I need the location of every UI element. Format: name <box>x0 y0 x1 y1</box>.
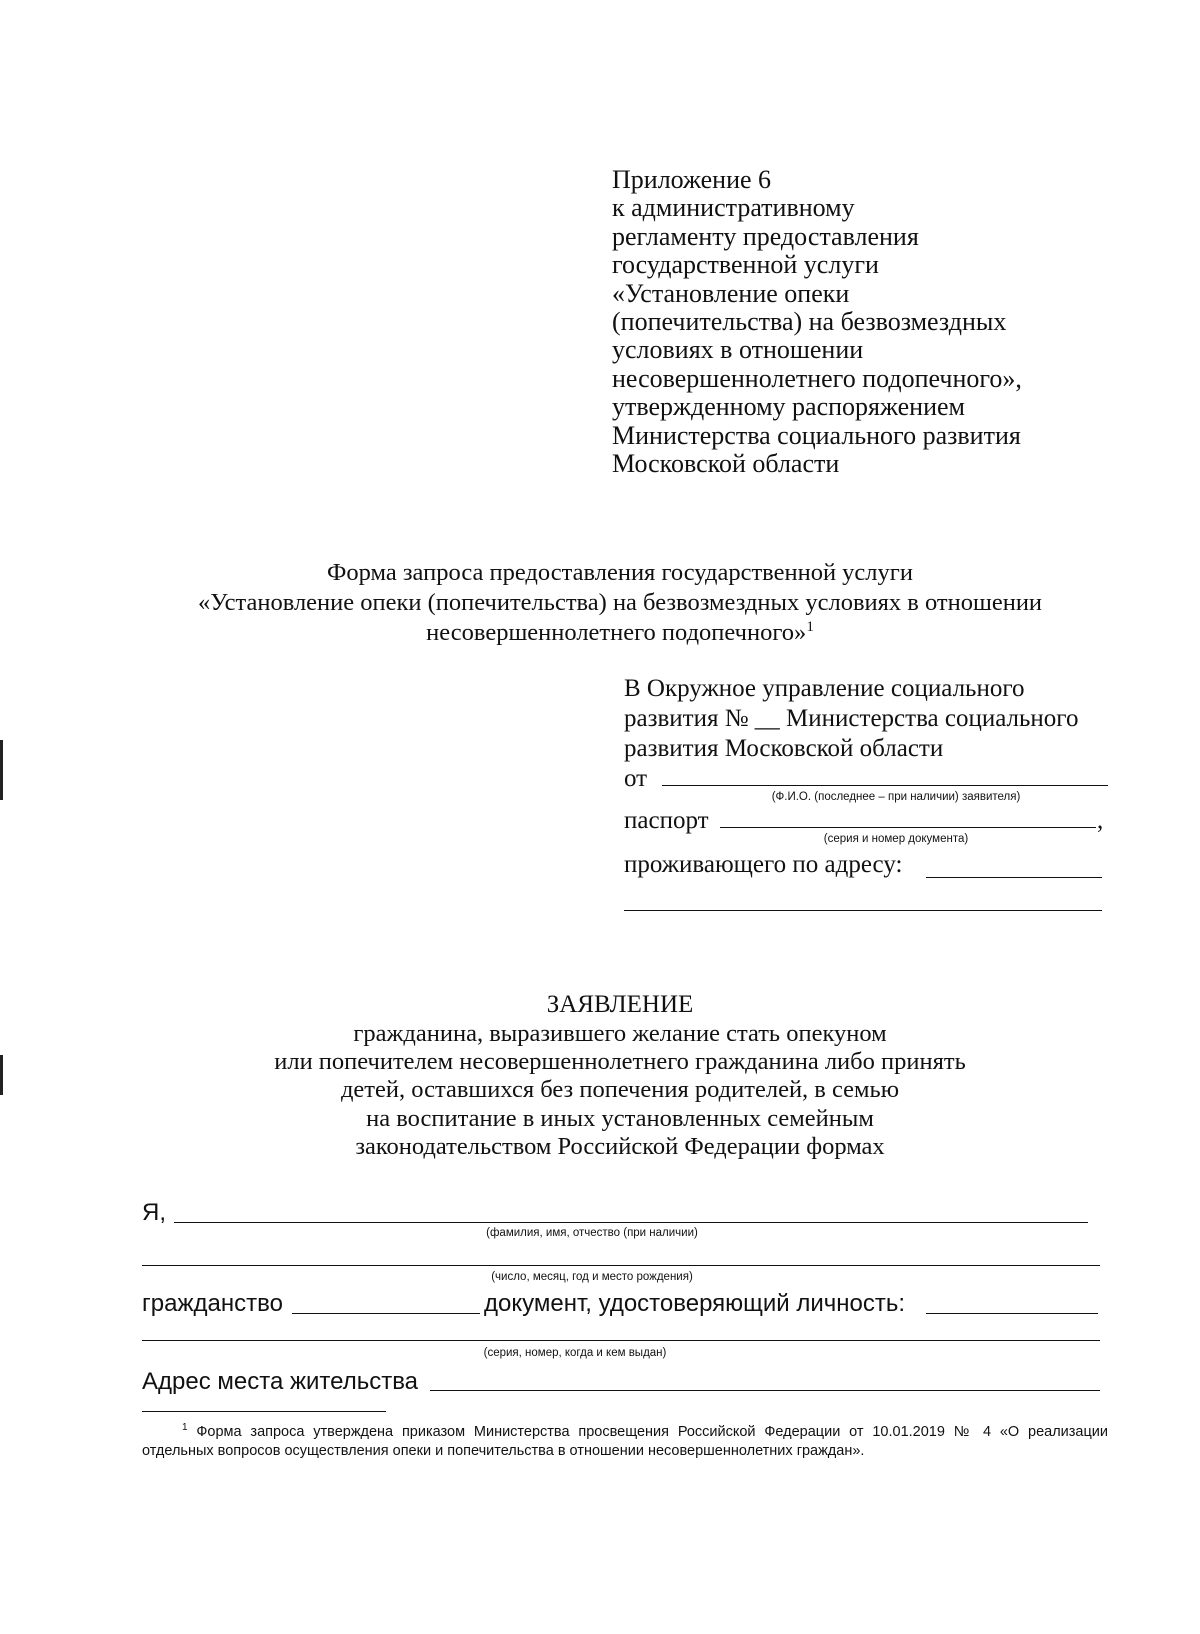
form-title-line: Форма запроса предоставления государственной услуги <box>327 559 913 586</box>
appendix-line: Приложение 6 <box>612 165 772 194</box>
appendix-line: (попечительства) на безвозмездных <box>612 307 1007 337</box>
statement-subtitle-line: или попечителем несовершеннолетнего гражданина либо принять <box>274 1048 966 1076</box>
statement-subtitle-line: детей, оставшихся без попечения родителей, в семью <box>340 1076 900 1104</box>
citizenship-label: гражданство <box>142 1290 283 1317</box>
id-document-field[interactable] <box>926 1313 1098 1314</box>
full-name-field[interactable] <box>174 1222 1088 1223</box>
appendix-line: несовершеннолетнего подопечного», <box>612 363 1022 393</box>
appendix-line: «Установление опеки <box>612 278 850 308</box>
residence-address-field[interactable] <box>430 1390 1100 1391</box>
appendix-line: утвержденному распоряжением <box>612 392 965 422</box>
full-name-hint: (фамилия, имя, отчество (при наличии) <box>486 1227 698 1239</box>
form-title-line: «Установление опеки (попечительства) на безвозмездных условиях в отношении <box>197 589 1043 616</box>
statement-subtitle-line: законодательством Российской Федерации формах <box>355 1132 885 1160</box>
passport-hint: (серия и номер документа) <box>823 833 969 845</box>
addressee-line: В Окружное управление социального <box>624 675 1025 702</box>
applicant-name-hint: (Ф.И.О. (последнее – при наличии) заявителя) <box>771 791 1021 803</box>
birth-date-place-field[interactable] <box>142 1265 1100 1266</box>
statement-subtitle-line: на воспитание в иных установленных семейным <box>366 1104 874 1132</box>
id-document-label: документ, удостоверяющий личность: <box>484 1290 906 1317</box>
residence-label: Адрес места жительства <box>142 1368 419 1395</box>
addressee-line: развития Московской области <box>624 735 944 762</box>
from-label: от <box>624 765 648 792</box>
form-title-line: несовершеннолетнего подопечного» <box>426 619 807 646</box>
statement-subtitle-line: гражданина, выразившего желание стать опекуном <box>353 1020 887 1047</box>
addressee-line: развития № __ Министерства социального <box>624 705 1079 732</box>
statement-title: ЗАЯВЛЕНИЕ <box>546 991 694 1018</box>
passport-comma: , <box>1097 807 1104 834</box>
birth-date-place-hint: (число, месяц, год и место рождения) <box>491 1271 693 1283</box>
footnote <box>142 1418 1108 1462</box>
appendix-line: условиях в отношении <box>612 335 864 365</box>
appendix-line: регламенту предоставления <box>612 221 919 251</box>
i-label: Я, <box>142 1199 166 1226</box>
footnote-separator <box>142 1411 386 1412</box>
appendix-line: государственной услуги <box>612 250 879 280</box>
appendix-line: к административному <box>612 193 855 223</box>
id-document-hint: (серия, номер, когда и кем выдан) <box>483 1347 667 1359</box>
footnote-marker: 1 <box>182 1422 188 1433</box>
citizenship-field[interactable] <box>292 1313 480 1314</box>
appendix-line: Министерства социального развития <box>612 420 1021 450</box>
passport-label: паспорт <box>624 807 709 834</box>
address-label: проживающего по адресу: <box>624 851 903 878</box>
appendix-line: Московской области <box>612 449 840 479</box>
id-document-details-field[interactable] <box>142 1340 1100 1341</box>
footnote-text: Форма запроса утверждена приказом Министерства просвещения Российской Федерации от 10.01.2019 № 4 «О реализации отдельных вопросов осуществления опеки и попечительства в отношении несовершеннолетних граждан». <box>142 1423 1108 1460</box>
footnote-reference: 1 <box>806 618 814 635</box>
